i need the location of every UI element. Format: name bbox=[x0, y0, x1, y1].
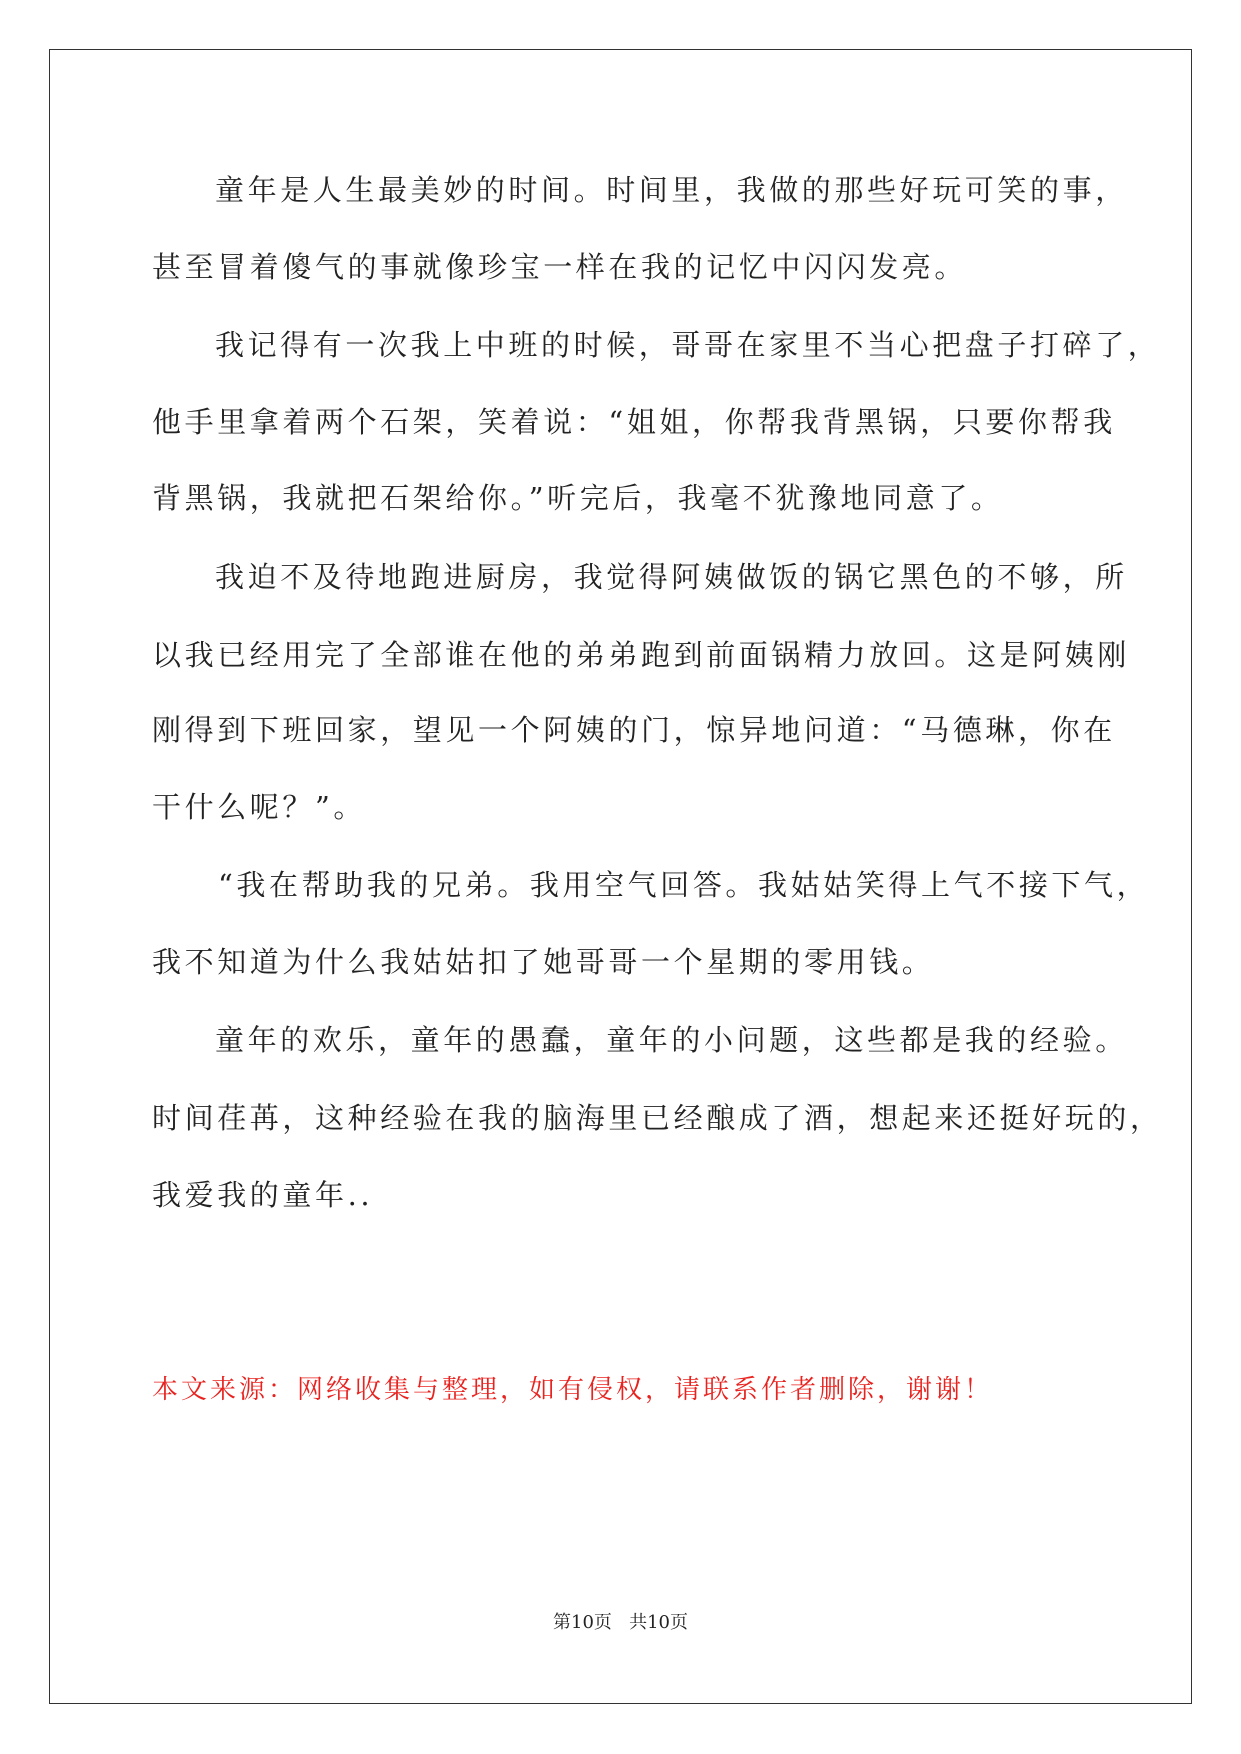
paragraph-3-line-1: 我迫不及待地跑进厨房，我觉得阿姨做饭的锅它黑色的不够，所 bbox=[215, 560, 1128, 594]
paragraph-2-line-3: 背黑锅，我就把石架给你。”听完后，我毫不犹豫地同意了。 bbox=[152, 481, 1004, 515]
paragraph-3-line-2: 以我已经用完了全部谁在他的弟弟跑到前面锅精力放回。这是阿姨刚 bbox=[152, 638, 1131, 672]
paragraph-1-line-2: 甚至冒着傻气的事就像珍宝一样在我的记忆中闪闪发亮。 bbox=[152, 250, 968, 284]
paragraph-3-line-3: 刚得到下班回家，望见一个阿姨的门，惊异地问道：“马德琳，你在 bbox=[152, 713, 1116, 747]
paragraph-5-line-3: 我爱我的童年.. bbox=[152, 1178, 374, 1212]
paragraph-2-line-1: 我记得有一次我上中班的时候，哥哥在家里不当心把盘子打碎了， bbox=[215, 328, 1161, 362]
paragraph-4-line-2: 我不知道为什么我姑姑扣了她哥哥一个星期的零用钱。 bbox=[152, 945, 935, 979]
paragraph-4-line-1: “我在帮助我的兄弟。我用空气回答。我姑姑笑得上气不接下气， bbox=[218, 868, 1150, 902]
page-number-footer: 第10页 共10页 bbox=[553, 1612, 688, 1633]
paragraph-2-line-2: 他手里拿着两个石架，笑着说：“姐姐，你帮我背黑锅，只要你帮我 bbox=[152, 405, 1116, 439]
paragraph-3-line-4: 干什么呢？”。 bbox=[152, 790, 367, 824]
source-disclaimer: 本文来源：网络收集与整理，如有侵权，请联系作者删除，谢谢！ bbox=[152, 1375, 994, 1405]
paragraph-5-line-2: 时间荏苒，这种经验在我的脑海里已经酿成了酒，想起来还挺好玩的， bbox=[152, 1101, 1163, 1135]
paragraph-1-line-1: 童年是人生最美妙的时间。时间里，我做的那些好玩可笑的事， bbox=[215, 173, 1128, 207]
paragraph-5-line-1: 童年的欢乐，童年的愚蠢，童年的小问题，这些都是我的经验。 bbox=[215, 1023, 1128, 1057]
